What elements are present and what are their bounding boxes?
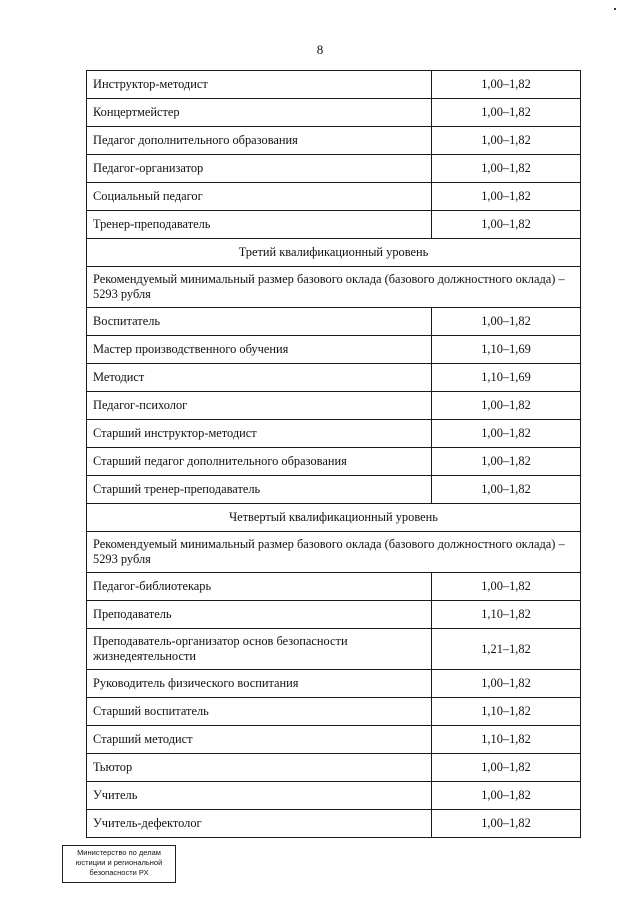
table-row (87, 601, 581, 629)
coefficient-range: 1,00–1,82 (432, 810, 581, 838)
table-row (87, 670, 581, 698)
stamp-line: юстиции и региональной (75, 858, 163, 867)
table-row (87, 726, 581, 754)
table-row (87, 155, 581, 183)
level-header-row (87, 504, 581, 532)
coefficient-range: 1,00–1,82 (432, 127, 581, 155)
coefficient-range: 1,10–1,82 (432, 726, 581, 754)
coefficient-range: 1,00–1,82 (432, 308, 581, 336)
table-row (87, 810, 581, 838)
salary-note-row (87, 532, 581, 573)
position-name: Педагог дополнительного образования (87, 127, 432, 155)
position-name: Преподаватель (87, 601, 432, 629)
position-name: Учитель-дефектолог (87, 810, 432, 838)
level-3-title: Третий квалификационный уровень (87, 239, 581, 267)
table-row (87, 754, 581, 782)
position-name: Инструктор-методист (87, 71, 432, 99)
coefficient-range: 1,00–1,82 (432, 420, 581, 448)
table-row (87, 782, 581, 810)
coefficient-range: 1,00–1,82 (432, 155, 581, 183)
coefficient-range: 1,00–1,82 (432, 782, 581, 810)
table-row (87, 211, 581, 239)
coefficient-range: 1,00–1,82 (432, 448, 581, 476)
table-row (87, 99, 581, 127)
position-name: Старший педагог дополнительного образования (87, 448, 432, 476)
position-name: Педагог-библиотекарь (87, 573, 432, 601)
position-name: Старший методист (87, 726, 432, 754)
table-row (87, 448, 581, 476)
position-name: Преподаватель-организатор основ безопасности жизнедеятельности (87, 629, 432, 670)
table-row (87, 336, 581, 364)
table-row (87, 71, 581, 99)
position-name: Руководитель физического воспитания (87, 670, 432, 698)
stamp-line: безопасности РХ (89, 868, 149, 877)
position-name: Старший инструктор-методист (87, 420, 432, 448)
position-name: Тренер-преподаватель (87, 211, 432, 239)
coefficient-range: 1,00–1,82 (432, 99, 581, 127)
table-row (87, 629, 581, 670)
coefficient-range: 1,00–1,82 (432, 211, 581, 239)
level-4-salary-note: Рекомендуемый минимальный размер базового оклада (базового должностного оклада) – 5293 рубля (87, 532, 581, 573)
coefficient-range: 1,10–1,69 (432, 336, 581, 364)
scan-speck (614, 8, 616, 10)
table-row (87, 420, 581, 448)
table-row (87, 573, 581, 601)
coefficient-range: 1,00–1,82 (432, 71, 581, 99)
level-4-title: Четвертый квалификационный уровень (87, 504, 581, 532)
position-name: Концертмейстер (87, 99, 432, 127)
position-name: Педагог-психолог (87, 392, 432, 420)
coefficient-range: 1,00–1,82 (432, 670, 581, 698)
table-row (87, 308, 581, 336)
coefficient-range: 1,00–1,82 (432, 392, 581, 420)
position-name: Мастер производственного обучения (87, 336, 432, 364)
position-name: Социальный педагог (87, 183, 432, 211)
coefficient-range: 1,00–1,82 (432, 183, 581, 211)
table-row (87, 127, 581, 155)
table-row (87, 392, 581, 420)
stamp-line: Министерство по делам (77, 848, 161, 857)
coefficient-range: 1,00–1,82 (432, 573, 581, 601)
table-row (87, 476, 581, 504)
position-name: Учитель (87, 782, 432, 810)
position-name: Старший воспитатель (87, 698, 432, 726)
position-name: Методист (87, 364, 432, 392)
position-name: Старший тренер-преподаватель (87, 476, 432, 504)
coefficient-range: 1,10–1,69 (432, 364, 581, 392)
table-row (87, 698, 581, 726)
coefficient-range: 1,00–1,82 (432, 476, 581, 504)
salary-note-row (87, 267, 581, 308)
coefficient-range: 1,10–1,82 (432, 601, 581, 629)
level-3-salary-note: Рекомендуемый минимальный размер базового оклада (базового должностного оклада) – 5293 рубля (87, 267, 581, 308)
ministry-stamp (62, 845, 176, 883)
coefficient-range: 1,00–1,82 (432, 754, 581, 782)
level-header-row (87, 239, 581, 267)
salary-coefficient-table (86, 70, 581, 838)
coefficient-range: 1,10–1,82 (432, 698, 581, 726)
position-name: Тьютор (87, 754, 432, 782)
position-name: Воспитатель (87, 308, 432, 336)
table-row (87, 364, 581, 392)
coefficient-range: 1,21–1,82 (432, 629, 581, 670)
page-number: 8 (316, 42, 324, 57)
position-name: Педагог-организатор (87, 155, 432, 183)
table-row (87, 183, 581, 211)
